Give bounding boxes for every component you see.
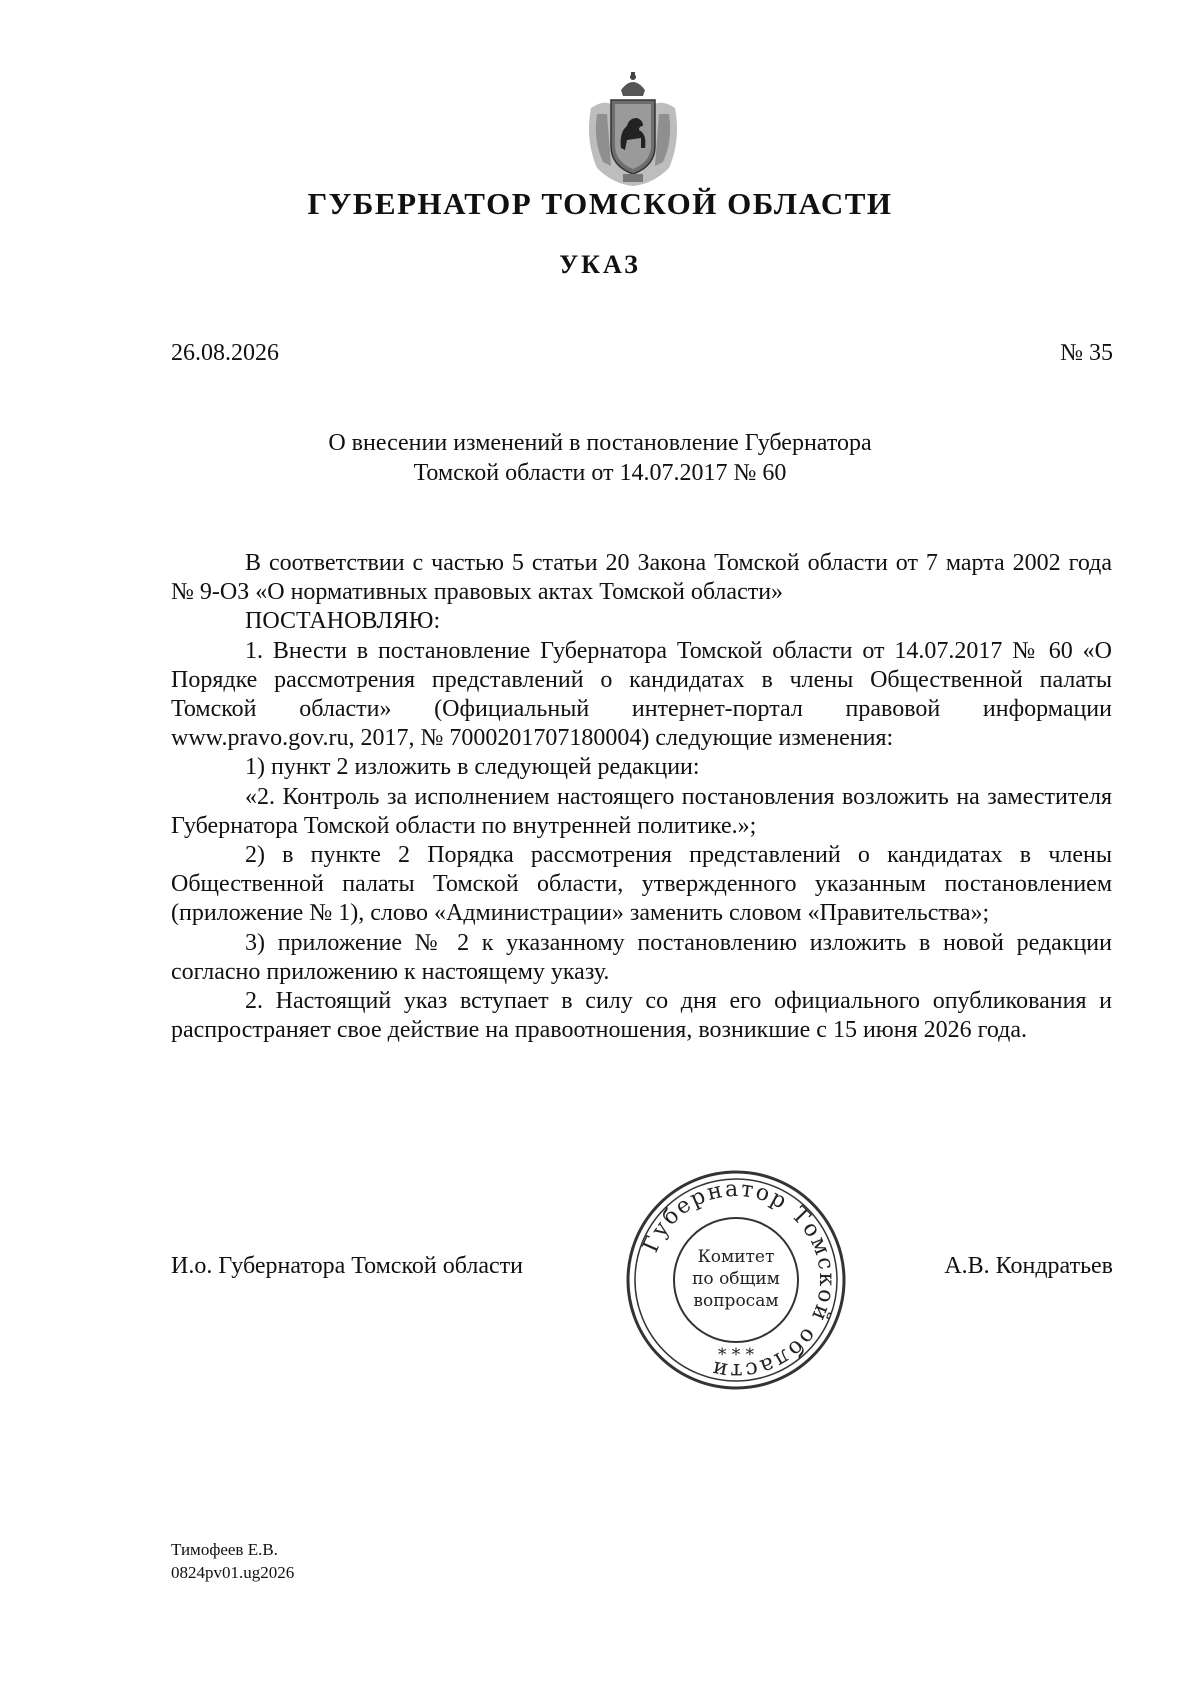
body-paragraph: В соответствии с частью 5 статьи 20 Закона Томской области от 7 марта 2002 года № 9-ОЗ «О нормативных правовых актах Томской области» xyxy=(171,550,1112,606)
subject-line: О внесении изменений в постановление Губернатора xyxy=(328,430,872,456)
executor-name: Тимофеев Е.В. xyxy=(171,1540,278,1559)
signatory-position: И.о. Губернатора Томской области xyxy=(171,1253,523,1279)
body-paragraph: 1. Внести в постановление Губернатора Томской области от 14.07.2017 № 60 «О Порядке рассмотрения представлений о кандидатах в члены Общественной палаты Томской области» (Официальный интернет-портал правовой информации www.pravo.gov.ru, 2017, № 7000201707180004) следующие изменения: xyxy=(171,637,1112,752)
document-code: 0824pv01.ug2026 xyxy=(171,1563,295,1582)
document-number: № 35 xyxy=(1060,340,1113,366)
seal-center-line: Комитет xyxy=(697,1247,775,1267)
document-subject xyxy=(300,428,900,488)
body-paragraph: «2. Контроль за исполнением настоящего постановления возложить на заместителя Губернатора Томской области по внутренней политике.»; xyxy=(171,783,1112,839)
document-type: УКАЗ xyxy=(559,250,641,279)
document-body xyxy=(171,549,1112,1045)
document-date: 26.08.2026 xyxy=(171,340,279,366)
coat-of-arms-icon xyxy=(583,70,683,188)
executor-block xyxy=(171,1538,294,1584)
resolution-keyword: ПОСТАНОВЛЯЮ: xyxy=(245,608,441,635)
official-seal xyxy=(624,1168,848,1392)
body-paragraph: 1) пункт 2 изложить в следующей редакции: xyxy=(245,754,700,781)
signatory-name: А.В. Кондратьев xyxy=(944,1253,1113,1279)
seal-center-line: вопросам xyxy=(693,1291,779,1311)
organization-title: ГУБЕРНАТОР ТОМСКОЙ ОБЛАСТИ xyxy=(307,186,893,221)
body-paragraph: 3) приложение № 2 к указанному постановлению изложить в новой редакции согласно приложению к настоящему указу. xyxy=(171,929,1112,985)
seal-ring-text: Губернатор Томской области xyxy=(638,1176,840,1384)
seal-stars: * * * xyxy=(717,1345,755,1365)
body-paragraph: 2. Настоящий указ вступает в силу со дня его официального опубликования и распространяет свое действие на правоотношения, возникшие с 15 июня 2026 года. xyxy=(171,988,1112,1044)
subject-line: Томской области от 14.07.2017 № 60 xyxy=(413,460,787,486)
seal-center-line: по общим xyxy=(692,1269,780,1289)
body-paragraph: 2) в пункте 2 Порядка рассмотрения представлений о кандидатах в члены Общественной палаты Томской области, утвержденного указанным постановлением (приложение № 1), слово «Администрации» заменить словом «Правительства»; xyxy=(171,842,1112,927)
